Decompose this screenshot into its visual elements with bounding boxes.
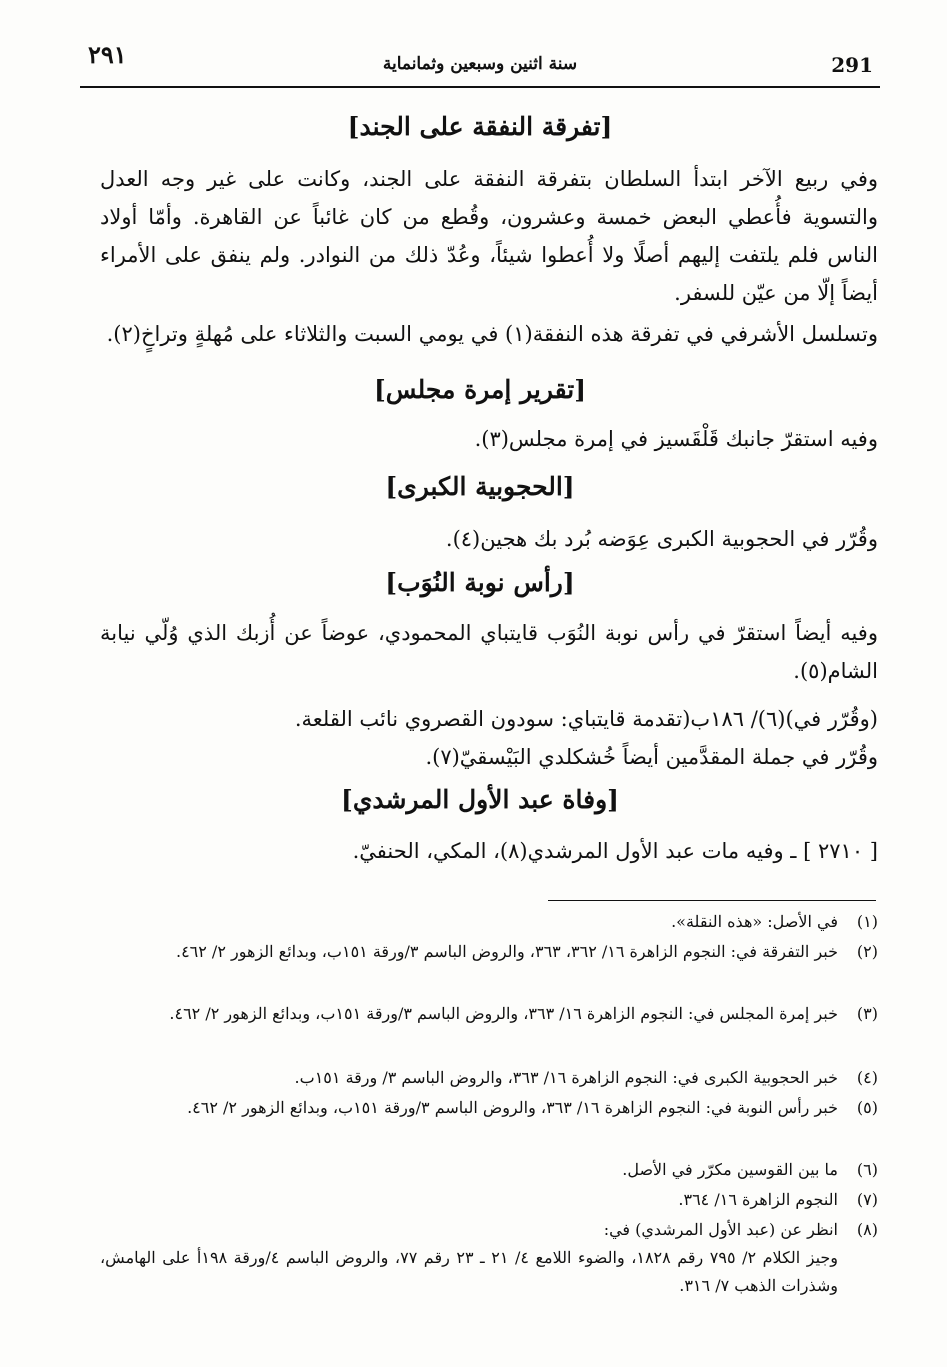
paragraph: (وقُرّر في)(٦)/ ١٨٦ب(تقدمة قايتباي: سودون القصروي نائب القلعة. <box>294 707 878 731</box>
footnote-text: وجيز الكلام ٢/ ٧٩٥ رقم ١٨٢٨، والضوء اللامع ٤/ ٢١ ـ ٢٣ رقم ٧٧، والروض الباسم ٤/ورقة ١٩٨أ على الهامش، وشذرات الذهب ٧/ ٣١٦. <box>100 1248 839 1295</box>
paragraph: [ ٢٧١٠ ] ـ وفيه مات عبد الأول المرشدي(٨)، المكي، الحنفيّ. <box>352 839 878 863</box>
paragraph: وقُرّر في جملة المقدَّمين أيضاً خُشكلدي البَيْسقيّ(٧). <box>425 745 878 769</box>
footnote <box>100 1156 878 1184</box>
footnote-text: خبر إمرة المجلس في: النجوم الزاهرة ١٦/ ٣٦٣، والروض الباسم ٣/ورقة ١٥١ب، وبدائع الزهور ٢/ ٤٦٢. <box>169 1004 838 1023</box>
footnote-number: (٣) <box>856 1004 878 1023</box>
footnote-number: (٢) <box>856 942 878 961</box>
footnote <box>100 1000 878 1028</box>
footnote-text: خبر التفرقة في: النجوم الزاهرة ١٦/ ٣٦٢، ٣٦٣، والروض الباسم ٣/ورقة ١٥١ب، وبدائع الزهور ٢/ ٤٦٢. <box>175 942 838 961</box>
footnote-number: (٨) <box>856 1220 878 1239</box>
section-heading: [تفرقة النفقة على الجند] <box>347 112 613 141</box>
running-title: سنة اثنين وسبعين وثمانماية <box>382 54 578 74</box>
footnote-number: (٧) <box>856 1190 878 1209</box>
footnote-number: (١) <box>856 912 878 931</box>
footnote <box>100 1094 878 1122</box>
footnote <box>100 1216 878 1244</box>
page-number-arabic: ٢٩١ <box>88 40 127 69</box>
paragraph: وفيه أيضاً استقرّ في رأس نوبة النُوَب قايتباي المحمودي، عوضاً عن أُزبك الذي وُلّي نيابة الشام(٥). <box>100 621 878 683</box>
footnote-rule <box>548 900 876 901</box>
paragraph: وتسلسل الأشرفي في تفرقة هذه النفقة(١) في يومي السبت والثلاثاء على مُهلةٍ وتراخٍ(٢). <box>106 322 878 346</box>
section-heading: [الحجوبية الكبرى] <box>385 472 575 501</box>
paragraph: وقُرّر في الحجوبية الكبرى عِوَضه بُرد بك هجين(٤). <box>445 527 878 551</box>
footnote-text: خبر رأس النوبة في: النجوم الزاهرة ١٦/ ٣٦٣، والروض الباسم ٣/ورقة ١٥١ب، وبدائع الزهور ٢/ ٤٦٢. <box>187 1098 838 1117</box>
header-rule <box>80 86 880 88</box>
section-heading: [رأس نوبة النُوَب] <box>385 568 575 597</box>
footnote-continuation <box>100 1244 878 1300</box>
footnote-number: (٤) <box>856 1068 878 1087</box>
footnote-text: النجوم الزاهرة ١٦/ ٣٦٤. <box>678 1190 838 1209</box>
footnote <box>100 938 878 966</box>
section-heading: [وفاة عبد الأول المرشدي] <box>341 785 619 814</box>
footnote <box>100 1064 878 1092</box>
footnote-text: ما بين القوسين مكرّر في الأصل. <box>622 1160 838 1179</box>
page-number-latin: 291 <box>831 53 873 77</box>
paragraph: وفيه استقرّ جانبك قَلْقَسيز في إمرة مجلس(٣). <box>474 427 878 451</box>
footnote-text: في الأصل: «هذه النقلة». <box>671 912 838 931</box>
footnote <box>100 1186 878 1214</box>
paragraph: وفي ربيع الآخر ابتدأ السلطان بتفرقة النفقة على الجند، وكانت على غير وجه العدل والتسوية فأُعطي البعض خمسة وعشرون، وقُطع من كان غائباً عن القاهرة. وأمّا أولاد الناس فلم يلتفت إليهم أصلًا ولا أُعطوا شيئاً، وعُدّ ذلك من النوادر. ولم ينفق على الأمراء أيضاً إلّا من عيّن للسفر. <box>100 167 878 305</box>
footnote-text: خبر الحجوبية الكبرى في: النجوم الزاهرة ١٦/ ٣٦٣، والروض الباسم ٣/ ورقة ١٥١ب. <box>294 1068 838 1087</box>
section-heading: [تقرير إمرة مجلس] <box>373 375 587 404</box>
footnote-text: انظر عن (عبد الأول المرشدي) في: <box>603 1220 838 1239</box>
footnote-number: (٥) <box>856 1098 878 1117</box>
footnote-number: (٦) <box>856 1160 878 1179</box>
footnote <box>100 908 878 936</box>
